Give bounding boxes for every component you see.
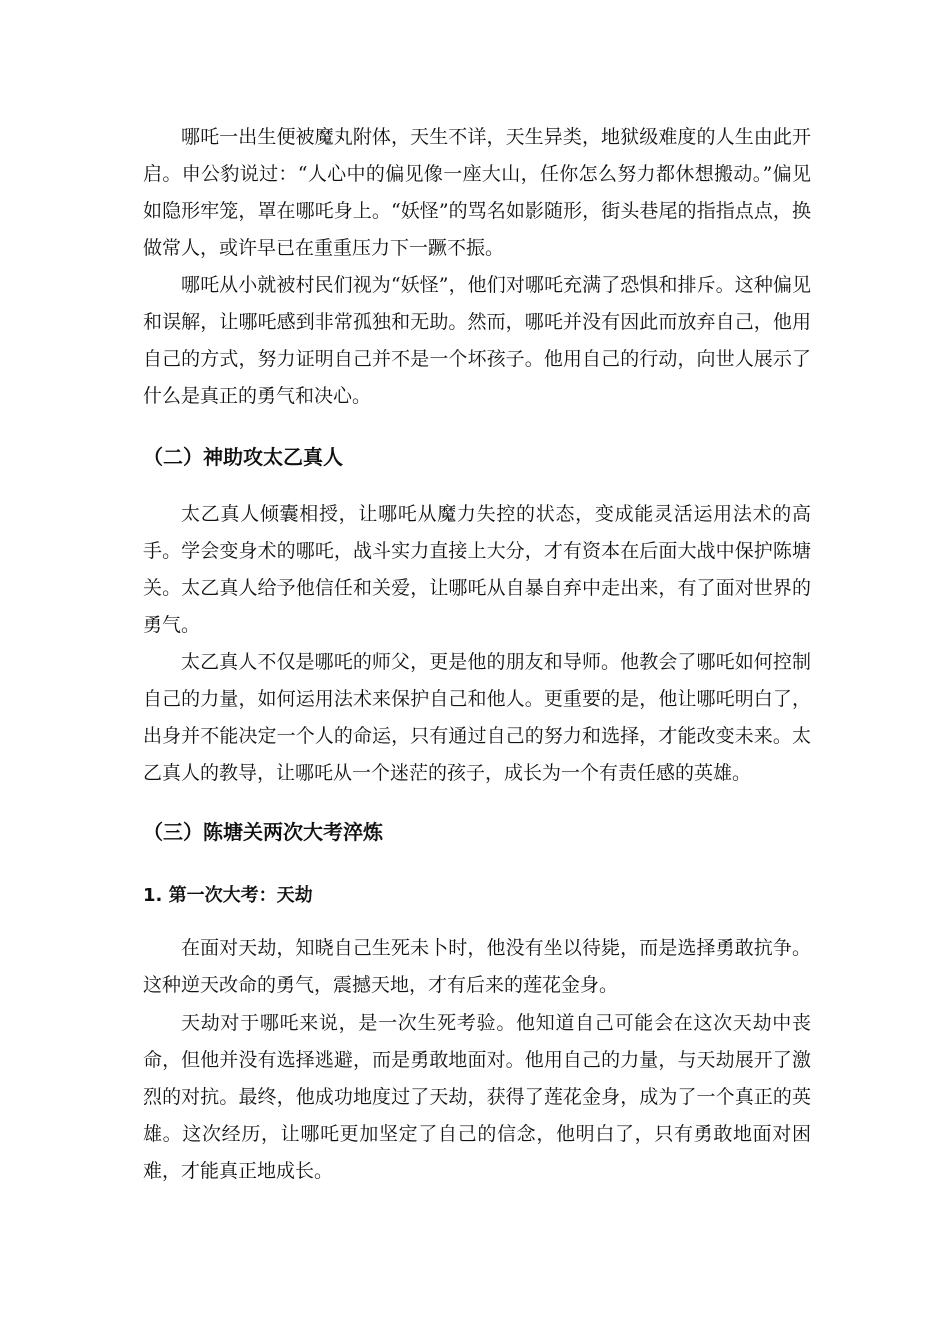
paragraph-tribulation: 在面对天劫，知晓自己生死未卜时，他没有坐以待毙，而是选择勇敢抗争。这种逆天改命的勇气，震撼天地，才有后来的莲花金身。 bbox=[143, 937, 811, 996]
section-heading-trials: （三）陈塘关两次大考淬炼 bbox=[143, 820, 383, 844]
section-heading-taiyi: （二）神助攻太乙真人 bbox=[143, 445, 343, 469]
paragraph-taiyi-teaching: 太乙真人倾囊相授，让哪吒从魔力失控的状态，变成能灵活运用法术的高手。学会变身术的哪吒，战斗实力直接上大分，才有资本在后面大战中保护陈塘关。太乙真人给予他信任和关爱，让哪吒从自暴自弃中走出来，有了面对世界的勇气。 bbox=[143, 503, 811, 636]
paragraph-birth: 哪吒一出生便被魔丸附体，天生不详，天生异类，地狱级难度的人生由此开启。申公豹说过：“人心中的偏见像一座大山，任你怎么努力都休想搬动。”偏见如隐形牢笼，罩在哪吒身上。“妖怪”的骂名如影随形，街头巷尾的指指点点，换做常人，或许早已在重重压力下一蹶不振。 bbox=[143, 126, 811, 259]
subsection-heading-first-trial: 1. 第一次大考：天劫 bbox=[143, 885, 313, 906]
paragraph-taiyi-mentor: 太乙真人不仅是哪吒的师父，更是他的朋友和导师。他教会了哪吒如何控制自己的力量，如何运用法术来保护自己和他人。更重要的是，他让哪吒明白了，出身并不能决定一个人的命运，只有通过自己的努力和选择，才能改变未来。太乙真人的教导，让哪吒从一个迷茫的孩子，成长为一个有责任感的英雄。 bbox=[143, 651, 811, 784]
paragraph-prejudice: 哪吒从小就被村民们视为“妖怪”，他们对哪吒充满了恐惧和排斥。这种偏见和误解，让哪吒感到非常孤独和无助。然而，哪吒并没有因此而放弃自己，他用自己的方式，努力证明自己并不是一个坏孩子。他用自己的行动，向世人展示了什么是真正的勇气和决心。 bbox=[143, 274, 811, 407]
paragraph-tribulation-test: 天劫对于哪吒来说，是一次生死考验。他知道自己可能会在这次天劫中丧命，但他并没有选择逃避，而是勇敢地面对。他用自己的力量，与天劫展开了激烈的对抗。最终，他成功地度过了天劫，获得了莲花金身，成为了一个真正的英雄。这次经历，让哪吒更加坚定了自己的信念，他明白了，只有勇敢地面对困难，才能真正地成长。 bbox=[143, 1012, 811, 1182]
